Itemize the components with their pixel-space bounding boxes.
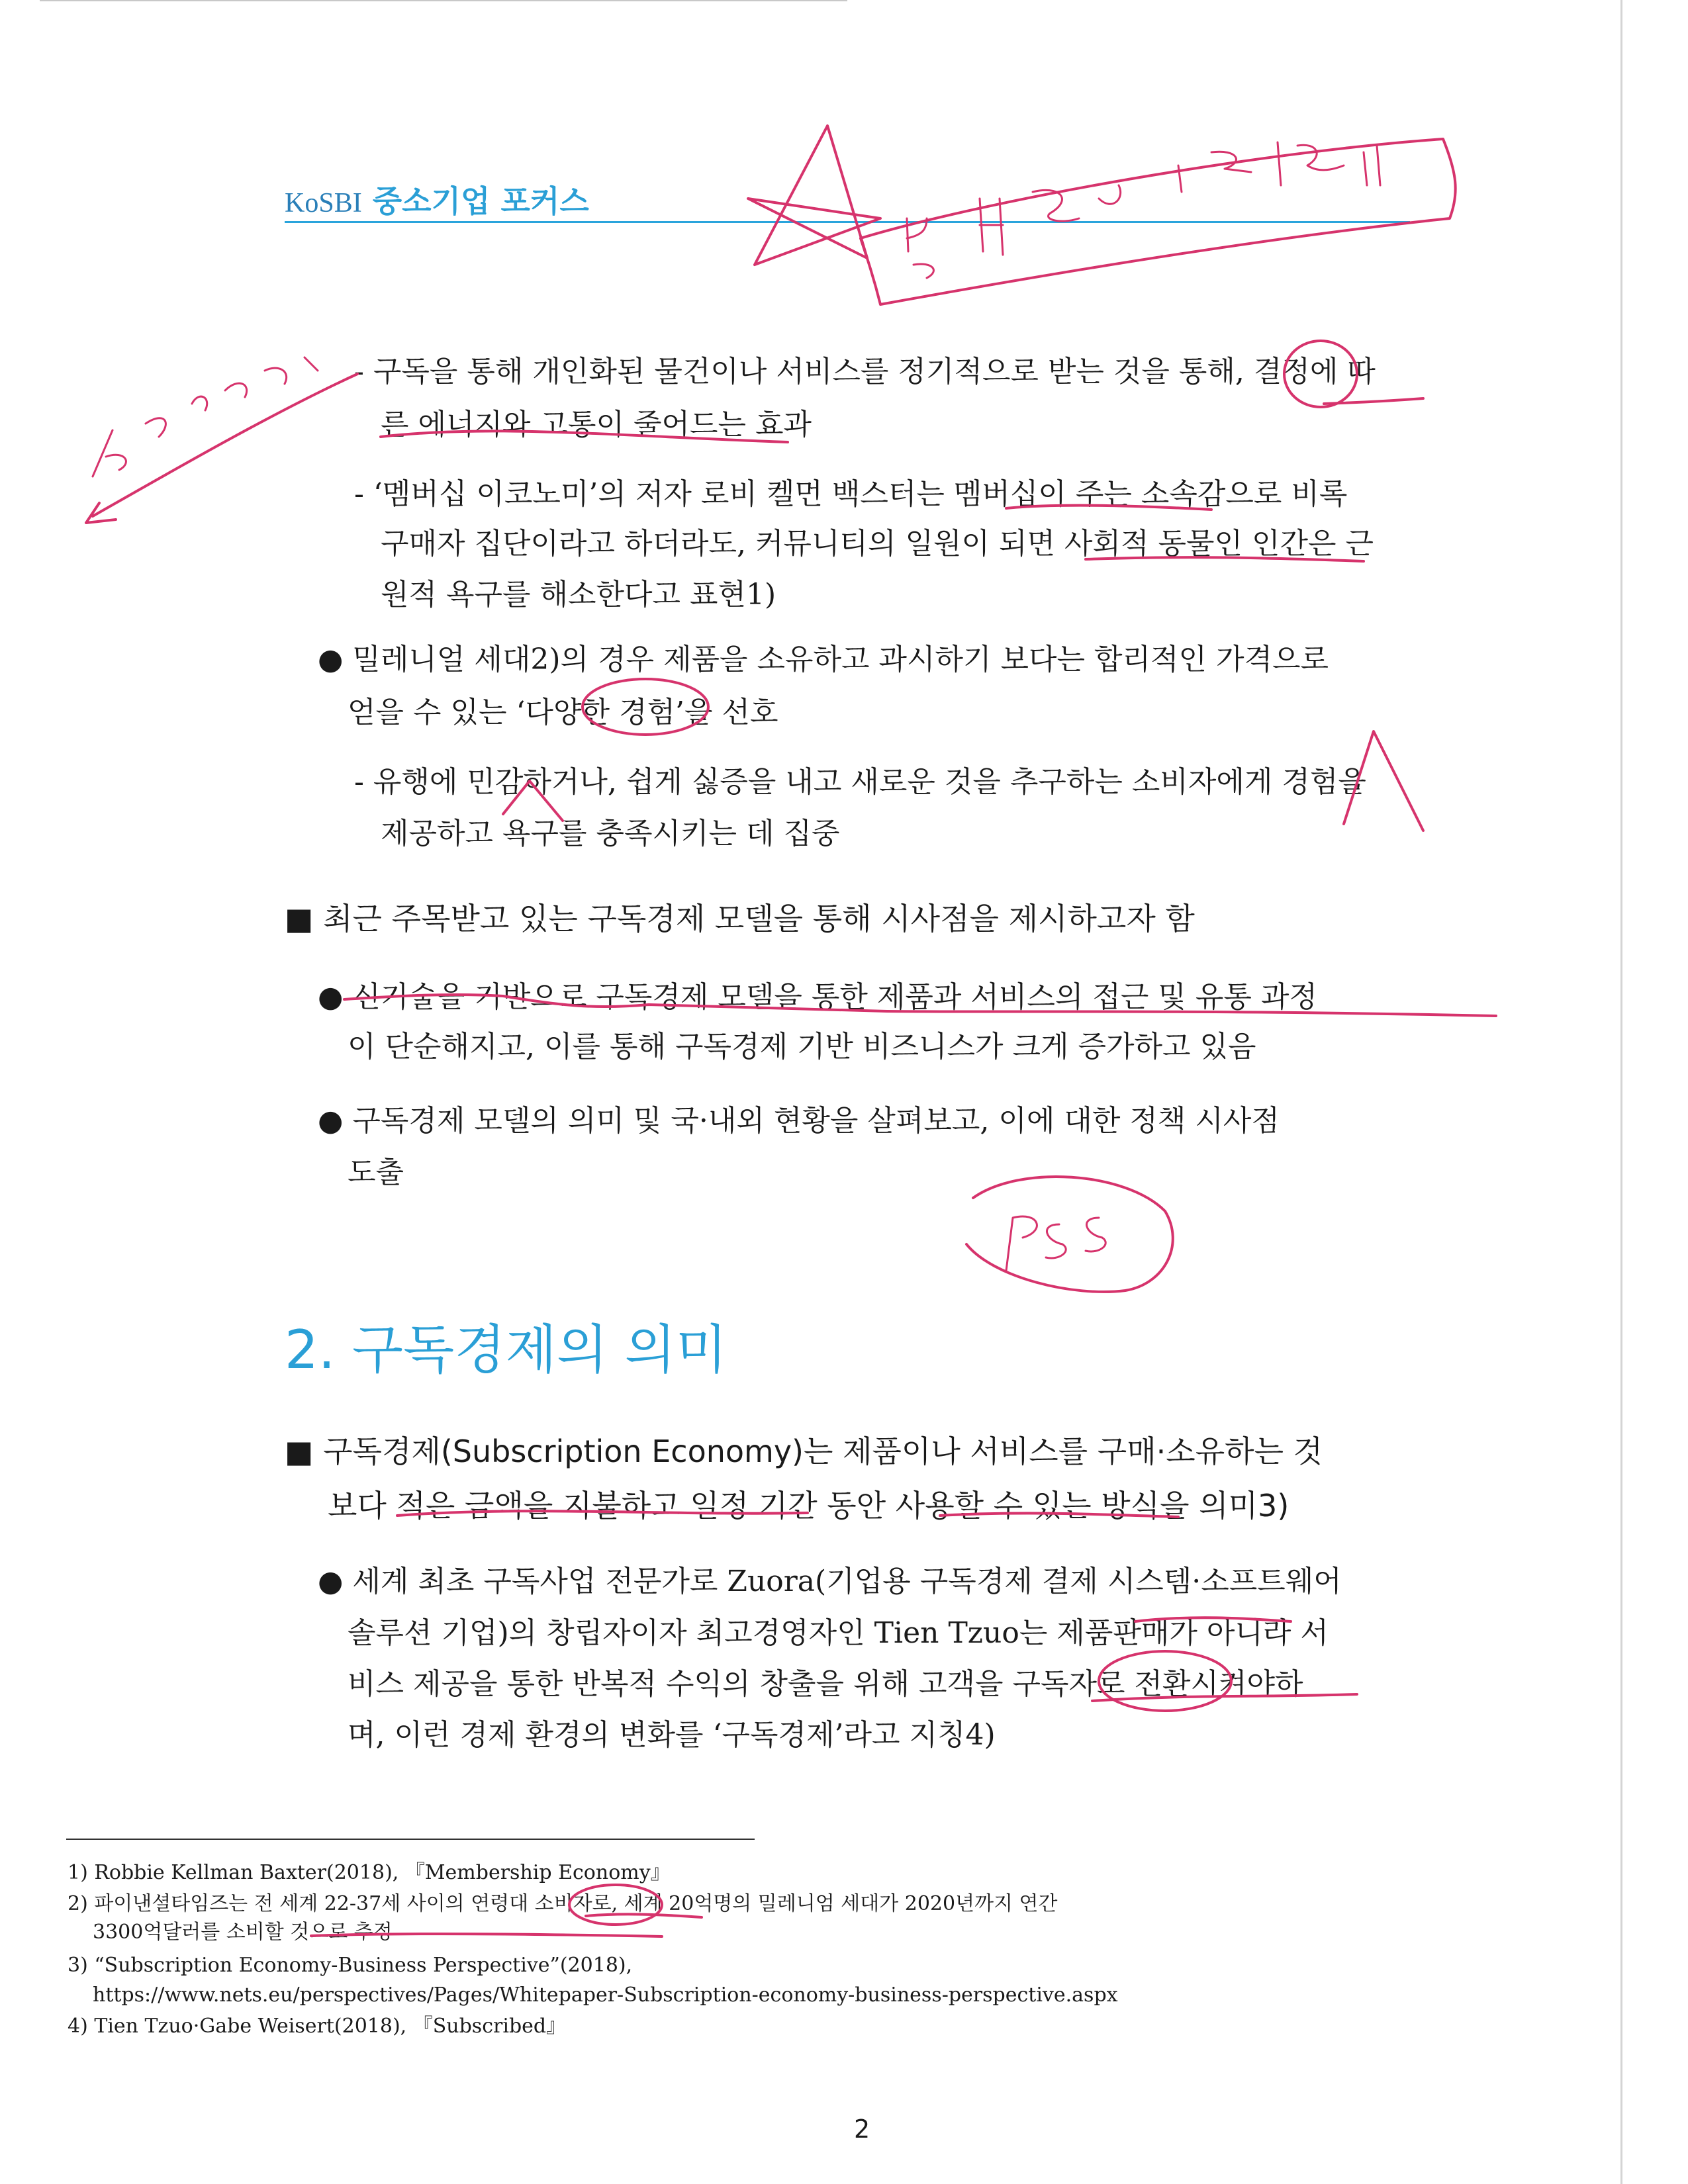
top-border — [40, 0, 847, 1]
bullet-4-line-4: 며, 이런 경제 환경의 변화를 ‘구독경제’라고 지칭4) — [348, 1718, 996, 1752]
dash-item-2-line-2: 구매자 집단이라고 하더라도, 커뮤니티의 일원이 되면 사회적 동물인 인간은 근 — [381, 527, 1374, 561]
bullet-3-line-2: 도출 — [348, 1156, 404, 1189]
bullet-2-line-1: ● 신기술을 기반으로 구독경제 모델을 통한 제품과 서비스의 접근 및 유통 과정 — [318, 980, 1317, 1014]
bullet-4-line-3: 비스 제공을 통한 반복적 수익의 창출을 위해 고객을 구독자로 전환시켜야하 — [348, 1667, 1303, 1701]
dash-item-1-line-1: - 구독을 통해 개인화된 물건이나 서비스를 정기적으로 받는 것을 통해, 결정에 따 — [354, 355, 1376, 388]
bullet-4-line-2: 솔루션 기업)의 창립자이자 최고경영자인 Tien Tzuo는 제품판매가 아니라 서 — [348, 1616, 1329, 1650]
dash-item-1-line-2: 른 에너지와 고통이 줄어드는 효과 — [381, 408, 812, 441]
ink-pss-text — [1006, 1216, 1105, 1271]
header-rule — [285, 221, 1410, 223]
footnote-3-line-2: https://www.nets.eu/perspectives/Pages/Whitepaper-Subscription-economy-business-perspective.aspx — [93, 1983, 1118, 2007]
scan-edge — [1620, 0, 1622, 2184]
header-logo — [285, 177, 589, 221]
logo-prefix: KoSBI — [285, 188, 362, 218]
bullet-4-line-1: ● 세계 최초 구독사업 전문가로 Zuora(기업용 구독경제 결제 시스템·소프트웨어 — [318, 1565, 1342, 1598]
bullet-2-line-2: 이 단순해지고, 이를 통해 구독경제 기반 비즈니스가 크게 증가하고 있음 — [348, 1030, 1256, 1064]
dash-item-2-line-3: 원적 욕구를 해소한다고 표현1) — [381, 578, 776, 612]
ink-margin-scrawl — [93, 357, 318, 477]
ink-arrow-head — [86, 503, 116, 523]
ink-scrawl-2 — [1178, 142, 1380, 192]
dash-item-3-line-2: 제공하고 욕구를 충족시키는 데 집중 — [381, 817, 840, 850]
bullet-1-line-1: ● 밀레니얼 세대2)의 경우 제품을 소유하고 과시하기 보다는 합리적인 가격으로 — [318, 643, 1329, 676]
ink-ul-1 — [1324, 398, 1423, 404]
bullet-3-line-1: ● 구독경제 모델의 의미 및 국·내외 현황을 살펴보고, 이에 대한 정책 시사점 — [318, 1104, 1280, 1138]
page-number: 2 — [854, 2115, 870, 2144]
ink-scrawl-1 — [907, 185, 1121, 278]
footnote-rule — [66, 1839, 755, 1840]
section-title: 2. 구독경제의 의미 — [285, 1319, 727, 1381]
logo-text: 중소기업 포커스 — [372, 183, 589, 219]
ink-star — [748, 126, 880, 265]
footnote-4: 4) Tien Tzuo·Gabe Weisert(2018), 『Subscribed』 — [68, 2015, 567, 2038]
footnote-2-line-1: 2) 파이낸셜타임즈는 전 세계 22-37세 사이의 연령대 소비자로, 세계 20억명의 밀레니엄 세대가 2020년까지 연간 — [68, 1892, 1058, 1915]
footnote-1: 1) Robbie Kellman Baxter(2018), 『Membership Economy』 — [68, 1861, 671, 1884]
dash-item-3-line-1: - 유행에 민감하거나, 쉽게 싫증을 내고 새로운 것을 추구하는 소비자에게 경험을 — [354, 765, 1366, 799]
square-item-2-line-1: ■ 구독경제(Subscription Economy)는 제품이나 서비스를 구매·소유하는 것 — [285, 1433, 1323, 1469]
square-item-2-line-2: 보다 적은 금액을 지불하고 일정 기간 동안 사용할 수 있는 방식을 의미3) — [328, 1488, 1289, 1524]
footnote-2-line-2: 3300억달러를 소비할 것으로 추정 — [93, 1921, 393, 1944]
footnote-3-line-1: 3) “Subscription Economy-Business Perspective”(2018), — [68, 1954, 633, 1977]
square-item-1: ■ 최근 주목받고 있는 구독경제 모델을 통해 시사점을 제시하고자 함 — [285, 901, 1195, 936]
dash-item-2-line-1: - ‘멤버십 이코노미’의 저자 로비 켈먼 백스터는 멤버십이 주는 소속감으로 비록 — [354, 477, 1348, 511]
ink-arrow-line — [93, 374, 357, 516]
bullet-1-line-2: 얻을 수 있는 ‘다양한 경험’을 선호 — [348, 696, 778, 729]
ink-circle-pss — [966, 1177, 1173, 1292]
